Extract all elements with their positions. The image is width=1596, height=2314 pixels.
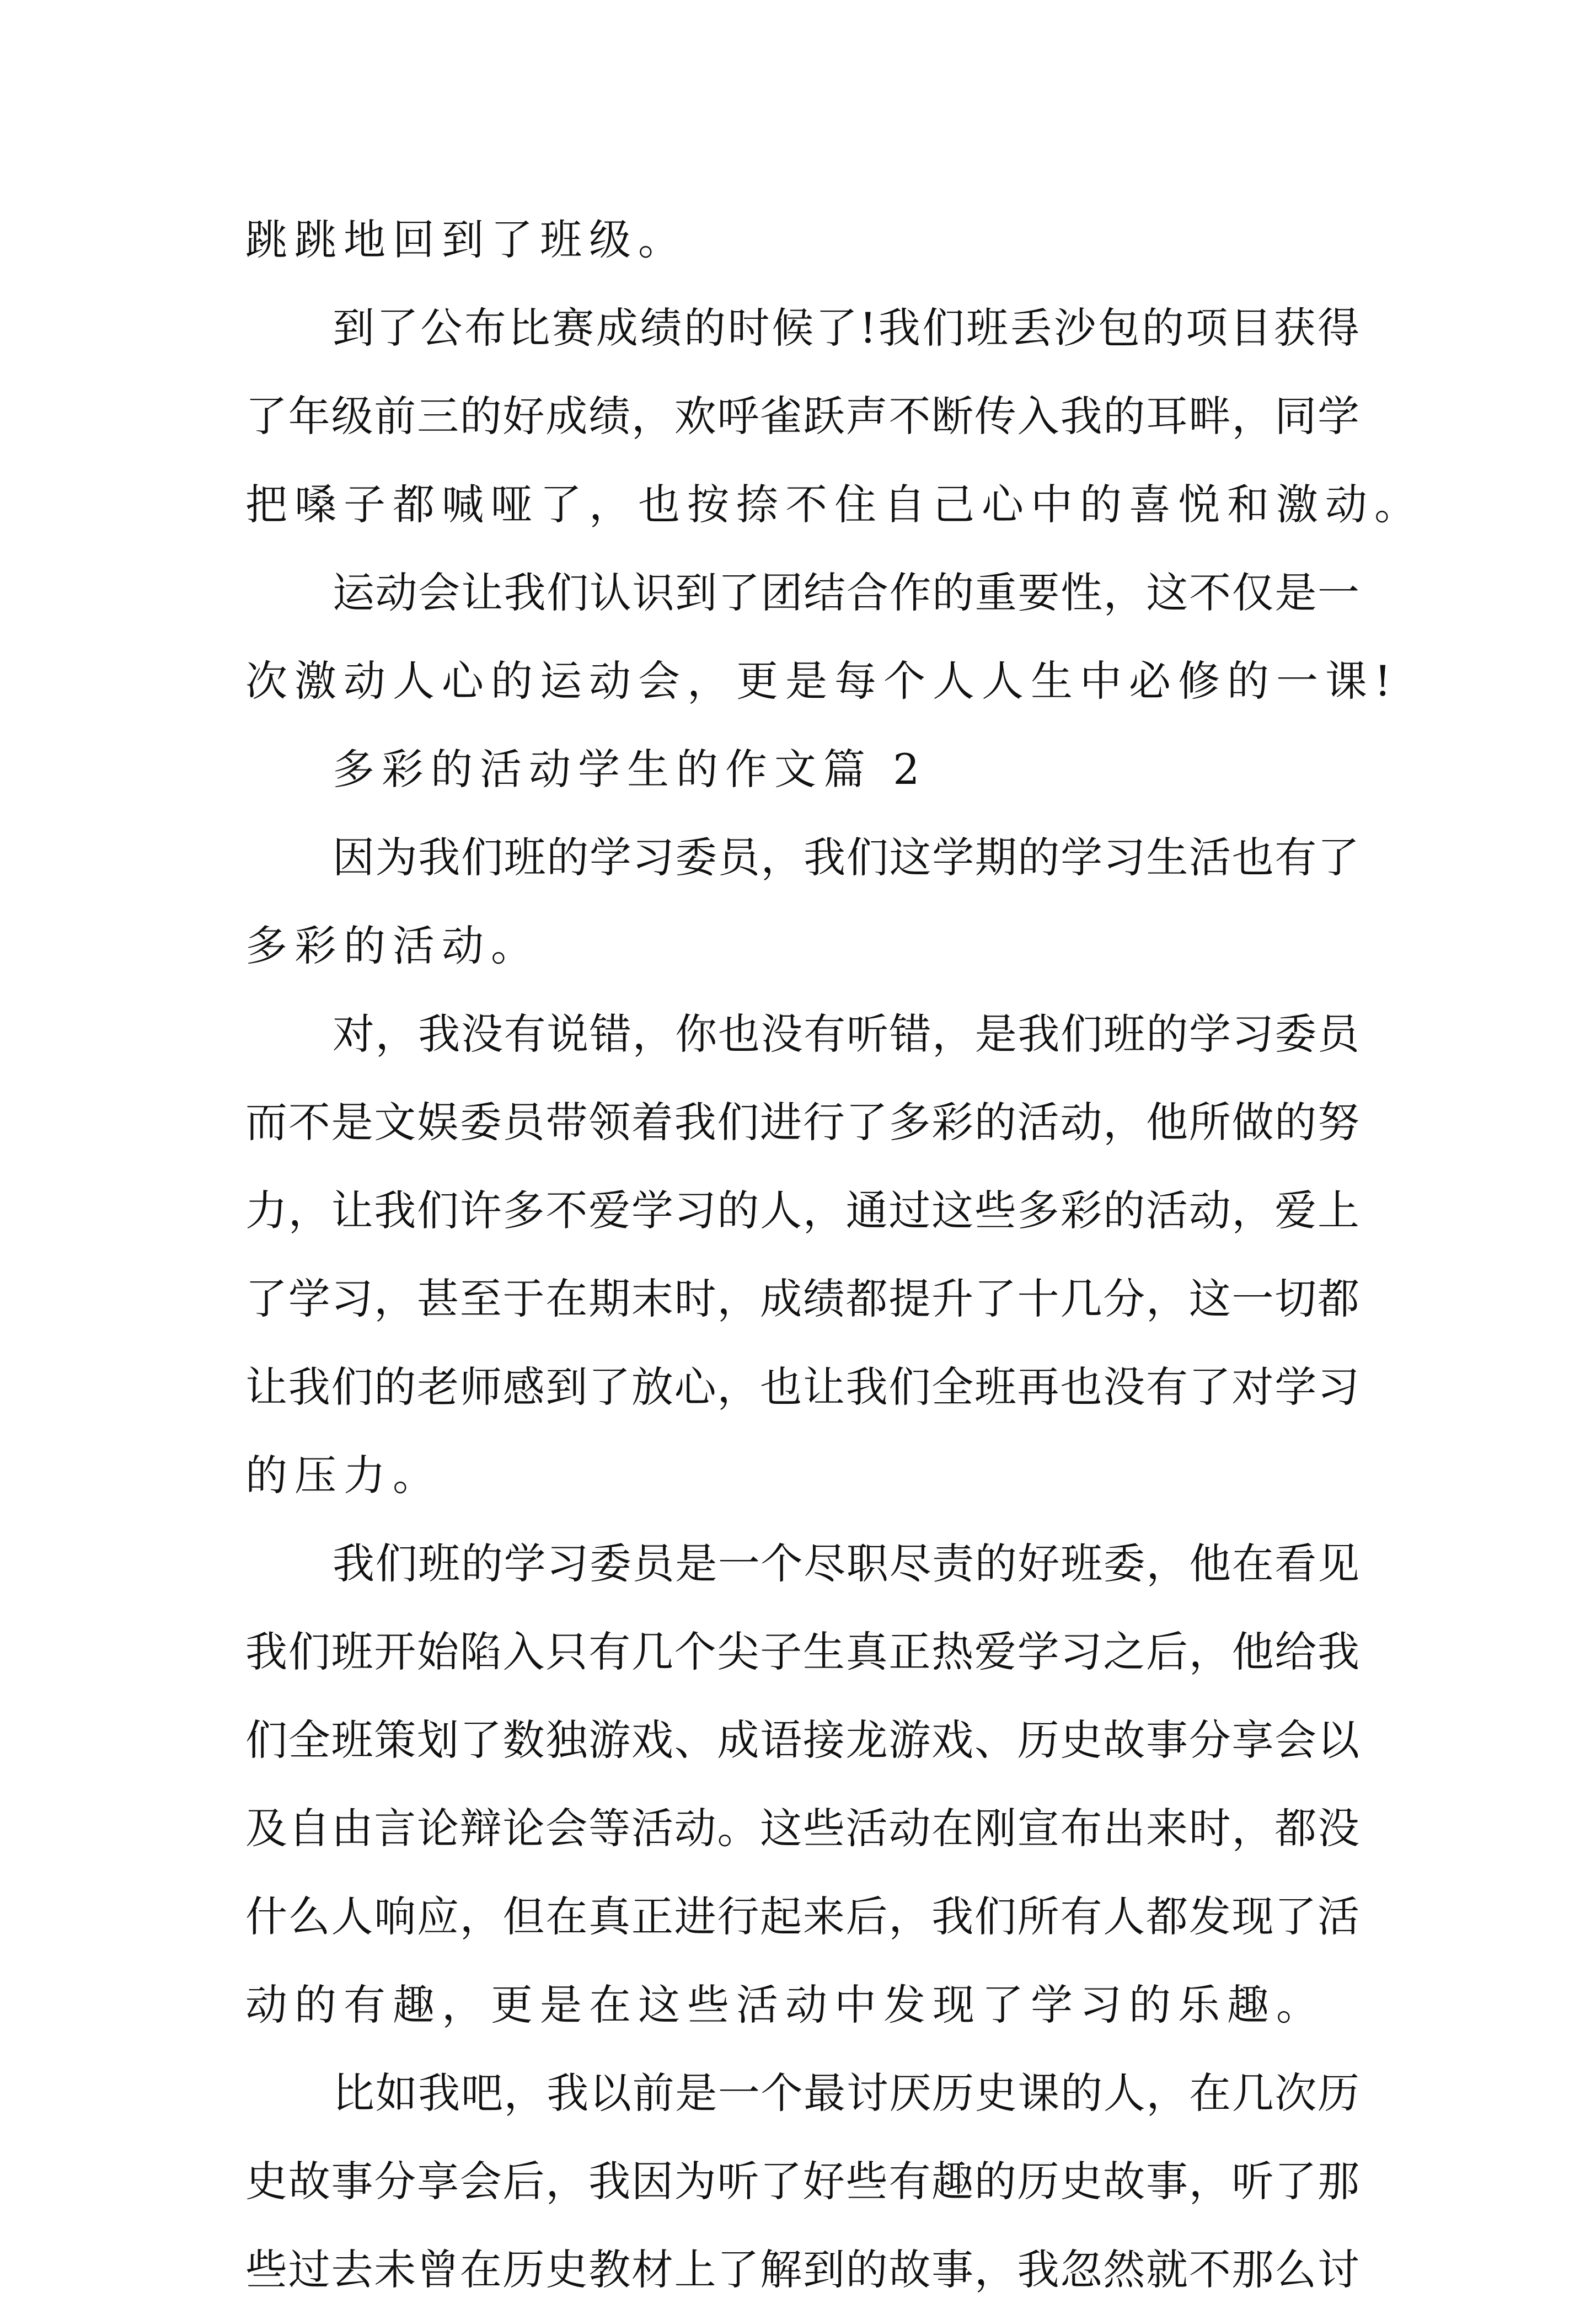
text-line: 次激动人心的运动会，更是每个人人生中必修的一课!	[245, 656, 1399, 706]
text-line: 比如我吧，我以前是一个最讨厌历史课的人，在几次历	[333, 2069, 1359, 2118]
text-line: 把嗓子都喊哑了，也按捺不住自己心中的喜悦和激动。	[245, 480, 1423, 529]
text-line: 的压力。	[245, 1451, 442, 1500]
essay-body	[245, 196, 1423, 2314]
text-line: 了年级前三的好成绩，欢呼雀跃声不断传入我的耳畔，同学	[245, 392, 1359, 441]
text-line: 我们班的学习委员是一个尽职尽责的好班委，他在看见	[333, 1539, 1359, 1588]
text-line: 运动会让我们认识到了团结合作的重要性，这不仅是一	[333, 568, 1359, 617]
text-line: 而不是文娱委员带领着我们进行了多彩的活动，他所做的努	[245, 1098, 1359, 1147]
text-line: 及自由言论辩论会等活动。这些活动在刚宣布出来时，都没	[245, 1804, 1359, 1853]
text-line: 让我们的老师感到了放心，也让我们全班再也没有了对学习	[245, 1362, 1359, 1412]
text-line: 跳跳地回到了班级。	[245, 215, 687, 264]
text-line: 对，我没有说错，你也没有听错，是我们班的学习委员	[333, 1009, 1359, 1059]
text-line: 们全班策划了数独游戏、成语接龙游戏、历史故事分享会以	[245, 1716, 1359, 1765]
text-line: 史故事分享会后，我因为听了好些有趣的历史故事，听了那	[245, 2157, 1359, 2206]
text-line: 到了公布比赛成绩的时候了!我们班丢沙包的项目获得	[333, 303, 1359, 352]
text-line: 些过去未曾在历史教材上了解到的故事，我忽然就不那么讨	[245, 2245, 1359, 2294]
text-line: 多彩的活动。	[245, 921, 540, 970]
text-line: 力，让我们许多不爱学习的人，通过这些多彩的活动，爱上	[245, 1186, 1359, 1235]
text-line: 我们班开始陷入只有几个尖子生真正热爱学习之后，他给我	[245, 1627, 1359, 1676]
text-line: 什么人响应，但在真正进行起来后，我们所有人都发现了活	[245, 1892, 1359, 1941]
text-line: 动的有趣，更是在这些活动中发现了学习的乐趣。	[245, 1980, 1325, 2029]
text-line: 因为我们班的学习委员，我们这学期的学习生活也有了	[333, 833, 1359, 882]
section-heading: 多彩的活动学生的作文篇 2	[333, 745, 927, 794]
text-line: 了学习，甚至于在期末时，成绩都提升了十几分，这一切都	[245, 1274, 1359, 1323]
